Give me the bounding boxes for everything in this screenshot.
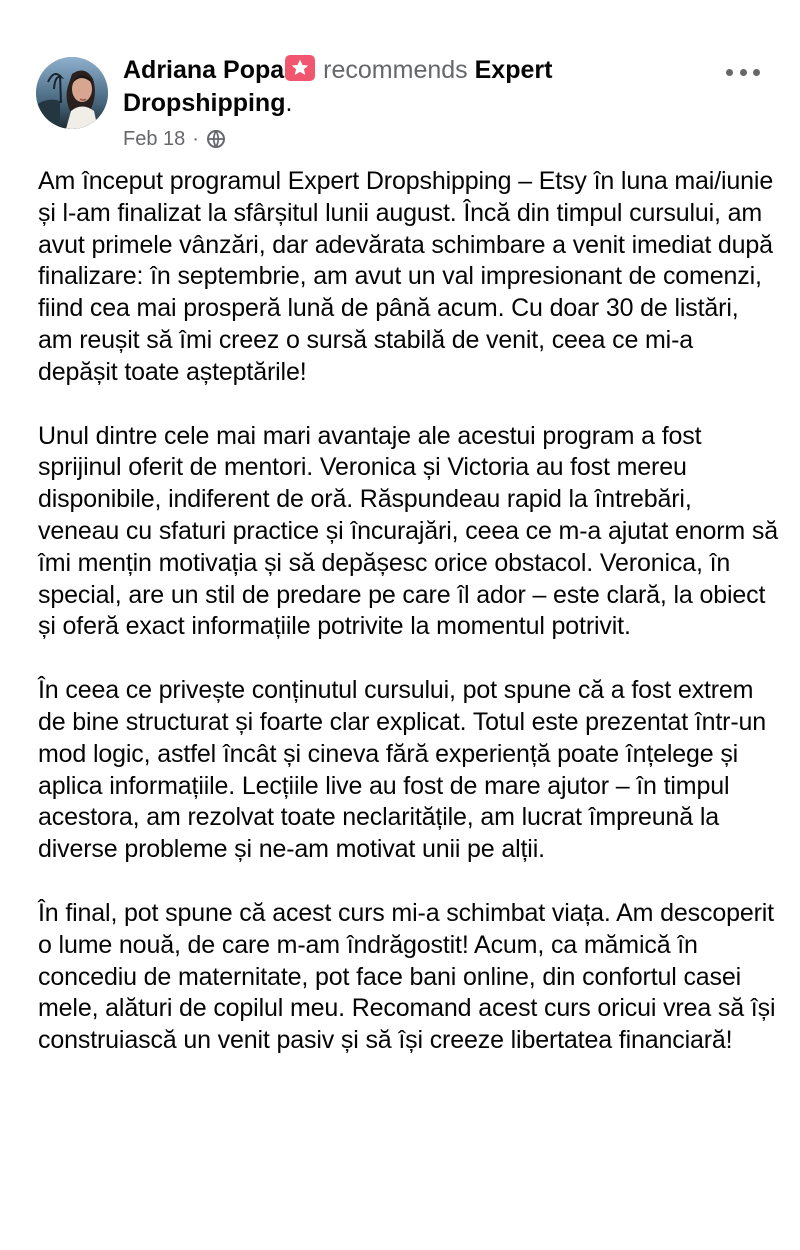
recommended-page-name[interactable]: Expert Dropshipping (123, 56, 553, 117)
post-paragraph-1: Am început programul Expert Dropshipping – Etsy în luna mai/iunie și l-am finalizat la sfârșitul lunii august. Încă din timpul cursului, am avut primele vânzări, dar adevărata schimbare a venit imediat după finalizare: în septembrie, am avut un val impresionant de comenzi, fiind cea mai prosperă lună de până acum. Cu doar 30 de listări, am reușit să îmi creez o sursă stabilă de venit, ceea ce mi-a depășit toate așteptările! (38, 167, 774, 386)
page-name-period: . (285, 89, 293, 117)
avatar[interactable] (36, 57, 108, 129)
more-dot-icon (740, 69, 747, 76)
meta-separator: · (192, 128, 199, 150)
profile-photo-icon (36, 57, 108, 129)
more-dot-icon (726, 69, 733, 76)
post-body (38, 166, 778, 1057)
post-meta (123, 125, 226, 153)
post-paragraph-2: Unul dintre cele mai mari avantaje ale acestui program a fost sprijinul oferit de mentori. Veronica și Victoria au fost mereu disponibile, indiferent de oră. Răspundeau rapid la întrebări, veneau cu sfaturi practice și încurajări, ceea ce m-a ajutat enorm să îmi mențin motivația și să depășesc orice obstacol. Veronica, în special, are un stil de predare pe care îl ador – este clară, la obiect și oferă exact informațiile potrivite la momentul potrivit. (38, 421, 779, 641)
more-options-icon[interactable] (726, 62, 760, 82)
post-date[interactable]: Feb 18 (123, 128, 186, 150)
post-header (36, 54, 764, 154)
author-line (123, 54, 683, 120)
post-paragraph-3: În ceea ce privește conținutul cursului, pot spune că a fost extrem de bine structurat și foarte clar explicat. Totul este prezentat într-un mod logic, astfel încât și cineva fără experiență poate înțelege și aplica informațiile. Lecțiile live au fost de mare ajutor – în timpul acestora, am rezolvat toate neclaritățile, am lucrat împreună la diverse probleme și ne-am motivat unii pe alții. (38, 676, 767, 864)
globe-icon[interactable] (206, 129, 226, 149)
author-name[interactable]: Adriana Popa (123, 56, 285, 84)
post-paragraph-4: În final, pot spune că acest curs mi-a schimbat viața. Am descoperit o lume nouă, de care m-am îndrăgostit! Acum, ca mămică în concediu de maternitate, pot face bani online, din confortul casei mele, alături de copilul meu. Recomand acest curs oricui vrea să își construiască un venit pasiv și să își creeze libertatea financiară! (38, 898, 776, 1055)
more-dot-icon (753, 69, 760, 76)
recommendation-action: recommends (323, 56, 468, 84)
star-badge-icon (285, 55, 315, 81)
